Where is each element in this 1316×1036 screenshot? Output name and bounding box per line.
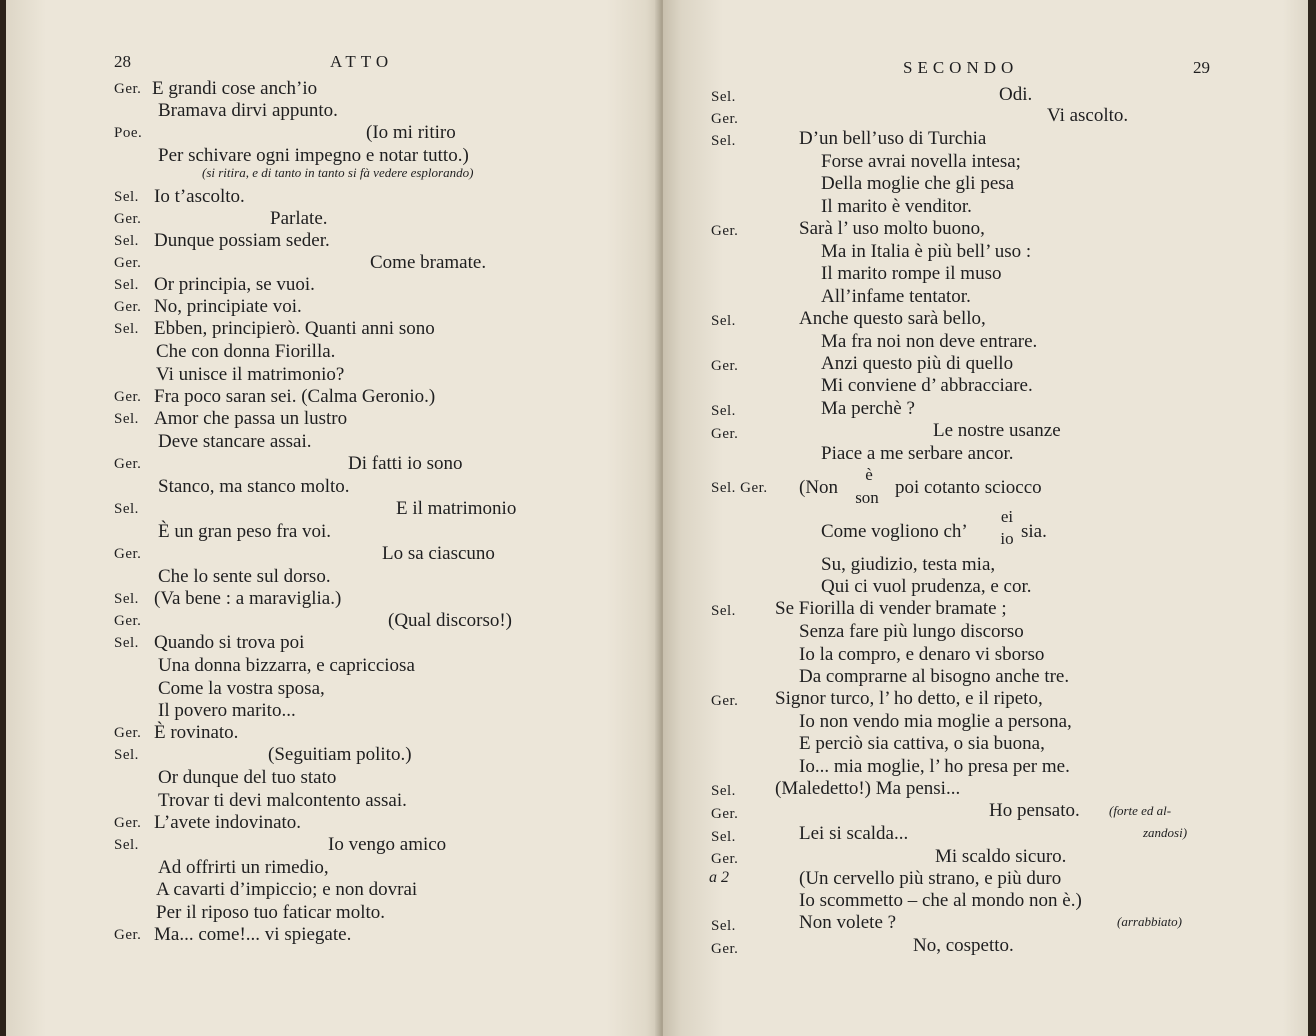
verse-line: È rovinato. xyxy=(154,722,239,743)
verse-line: Come vogliono ch’ xyxy=(821,521,968,542)
verse-line: E perciò sia cattiva, o sia buona, xyxy=(799,733,1045,754)
verse-line: L’avete indovinato. xyxy=(154,812,302,833)
page-number: 28 xyxy=(114,52,131,71)
verse-line: Io scommetto – che al mondo non è.) xyxy=(799,890,1082,911)
verse-line: (Maledetto!) Ma pensi... xyxy=(775,778,961,799)
verse-line: Il marito è venditor. xyxy=(821,196,972,217)
variant-upper: ei xyxy=(1000,507,1014,526)
verse-line: A cavarti d’impiccio; e non dovrai xyxy=(156,879,418,900)
verse-line: È un gran peso fra voi. xyxy=(158,521,332,542)
speaker-label: Ger. xyxy=(711,426,739,442)
verse-line: Non volete ? xyxy=(799,912,897,933)
verse-line: Lo sa ciascuno xyxy=(382,543,495,564)
verse-line: (Qual discorso!) xyxy=(388,610,512,631)
speaker-label: Sel. xyxy=(114,277,139,293)
stage-direction: (si ritira, e di tanto in tanto si fà vedere esplorando) xyxy=(202,165,474,180)
verse-line: poi cotanto sciocco xyxy=(895,477,1042,498)
verse-line: Per il riposo tuo faticar molto. xyxy=(156,902,386,923)
verse-line: sia. xyxy=(1021,521,1047,542)
verse-line: Ma... come!... vi spiegate. xyxy=(154,924,352,945)
speaker-label: Ger. xyxy=(114,927,142,943)
verse-line: Parlate. xyxy=(270,208,328,229)
variant-upper: è xyxy=(865,465,873,484)
verse-line: Or principia, se vuoi. xyxy=(154,274,315,295)
speaker-label: Ger. xyxy=(114,725,142,741)
verse-line: Che lo sente sul dorso. xyxy=(158,566,331,587)
stage-direction: (arrabbiato) xyxy=(1117,914,1182,929)
speaker-label: Ger. xyxy=(711,223,739,239)
verse-line: Come bramate. xyxy=(370,252,487,273)
left-page xyxy=(6,0,663,1036)
speaker-label: Sel. xyxy=(711,783,736,799)
speaker-label: Ger. xyxy=(114,456,142,472)
speaker-label: Ger. xyxy=(114,389,142,405)
verse-line: (Un cervello più strano, e più duro xyxy=(799,868,1062,889)
speaker-label: Sel. xyxy=(711,133,736,149)
speaker-label: Ger. xyxy=(114,211,142,227)
speaker-label: Sel. xyxy=(711,603,736,619)
speaker-label: Ger. xyxy=(114,255,142,271)
verse-line: Le nostre usanze xyxy=(933,420,1061,441)
verse-line: Sarà l’ uso molto buono, xyxy=(799,218,985,239)
right-page xyxy=(663,0,1310,1036)
speaker-label: Sel. xyxy=(114,501,139,517)
speaker-label: Poe. xyxy=(114,125,143,141)
verse-line: Trovar ti devi malcontento assai. xyxy=(158,790,407,811)
variant-lower: son xyxy=(855,488,879,507)
speaker-label: Sel. xyxy=(114,837,139,853)
variant-lower: io xyxy=(1000,529,1014,548)
speaker-label: Sel. xyxy=(114,189,139,205)
verse-line: No, cospetto. xyxy=(913,935,1014,956)
speaker-label: Ger. xyxy=(711,693,739,709)
verse-line: Signor turco, l’ ho detto, e il ripeto, xyxy=(775,688,1043,709)
verse-line: Che con donna Fiorilla. xyxy=(156,341,336,362)
speaker-label: Sel. xyxy=(114,591,139,607)
verse-line: Su, giudizio, testa mia, xyxy=(821,554,996,575)
book-edge-right xyxy=(1308,0,1316,1036)
verse-line: Come la vostra sposa, xyxy=(158,678,325,699)
verse-line: Odi. xyxy=(999,84,1033,105)
speaker-label: Ger. xyxy=(114,81,142,97)
verse-line: Piace a me serbare ancor. xyxy=(821,443,1014,464)
verse-line: Anche questo sarà bello, xyxy=(799,308,986,329)
verse-line: Quando si trova poi xyxy=(154,632,305,653)
verse-line: Mi conviene d’ abbracciare. xyxy=(821,375,1033,396)
page-number: 29 xyxy=(1193,58,1210,77)
speaker-label: a 2 xyxy=(709,869,729,886)
verse-line: Senza fare più lungo discorso xyxy=(799,621,1024,642)
stage-direction: (forte ed al- xyxy=(1109,803,1172,818)
verse-line: Lei si scalda... xyxy=(799,823,909,844)
speaker-label: Sel. xyxy=(711,403,736,419)
verse-line: Il marito rompe il muso xyxy=(821,263,1002,284)
verse-line: Per schivare ogni impegno e notar tutto.) xyxy=(158,145,469,166)
verse-line: Io non vendo mia moglie a persona, xyxy=(799,711,1072,732)
verse-line: Bramava dirvi appunto. xyxy=(158,100,338,121)
speaker-label: Ger. xyxy=(711,358,739,374)
verse-line: Anzi questo più di quello xyxy=(821,353,1014,374)
verse-line: (Io mi ritiro xyxy=(366,122,456,143)
verse-line: Deve stancare assai. xyxy=(158,431,312,452)
speaker-label: Sel. xyxy=(711,313,736,329)
verse-line: (Seguitiam polito.) xyxy=(268,744,412,765)
verse-line: E grandi cose anch’io xyxy=(152,78,318,99)
verse-line: D’un bell’uso di Turchia xyxy=(799,128,987,149)
speaker-label: Ger. xyxy=(114,546,142,562)
speaker-label: Sel. xyxy=(711,918,736,934)
verse-line: Amor che passa un lustro xyxy=(154,408,348,429)
speaker-label: Sel. Ger. xyxy=(711,480,768,496)
speaker-label: Sel. xyxy=(114,635,139,651)
verse-line: Qui ci vuol prudenza, e cor. xyxy=(821,576,1032,597)
verse-line: Vi unisce il matrimonio? xyxy=(156,364,345,385)
speaker-label: Ger. xyxy=(114,613,142,629)
speaker-label: Ger. xyxy=(114,815,142,831)
verse-line: Fra poco saran sei. (Calma Geronio.) xyxy=(154,386,436,407)
speaker-label: Sel. xyxy=(114,321,139,337)
verse-line: (Non xyxy=(799,477,839,498)
verse-line: Io la compro, e denaro vi sborso xyxy=(799,644,1045,665)
verse-line: Ma perchè ? xyxy=(821,398,915,419)
verse-line: Se Fiorilla di vender bramate ; xyxy=(775,598,1007,619)
speaker-label: Ger. xyxy=(711,111,739,127)
verse-line: Vi ascolto. xyxy=(1047,105,1129,126)
running-head: ATTO xyxy=(330,52,394,71)
verse-line: Ad offrirti un rimedio, xyxy=(158,857,329,878)
speaker-label: Sel. xyxy=(711,829,736,845)
speaker-label: Sel. xyxy=(114,747,139,763)
verse-line: Di fatti io sono xyxy=(348,453,463,474)
speaker-label: Sel. xyxy=(114,411,139,427)
speaker-label: Sel. xyxy=(711,89,736,105)
speaker-label: Ger. xyxy=(711,851,739,867)
verse-line: Dunque possiam seder. xyxy=(154,230,330,251)
verse-line: Io t’ascolto. xyxy=(154,186,245,207)
verse-line: (Va bene : a maraviglia.) xyxy=(154,588,342,609)
speaker-label: Ger. xyxy=(711,941,739,957)
verse-line: All’infame tentator. xyxy=(821,286,971,307)
verse-line: Della moglie che gli pesa xyxy=(821,173,1015,194)
verse-line: Mi scaldo sicuro. xyxy=(935,846,1067,867)
verse-line: Io... mia moglie, l’ ho presa per me. xyxy=(799,756,1070,777)
verse-line: Da comprarne al bisogno anche tre. xyxy=(799,666,1070,687)
verse-line: Stanco, ma stanco molto. xyxy=(158,476,350,497)
verse-line: Or dunque del tuo stato xyxy=(158,767,337,788)
verse-line: Io vengo amico xyxy=(328,834,447,855)
verse-line: Ma in Italia è più bell’ uso : xyxy=(821,241,1032,262)
stage-direction: zandosi) xyxy=(1143,825,1188,840)
speaker-label: Ger. xyxy=(114,299,142,315)
verse-line: Ho pensato. xyxy=(989,800,1080,821)
verse-line: No, principiate voi. xyxy=(154,296,302,317)
verse-line: Una donna bizzarra, e capricciosa xyxy=(158,655,415,676)
verse-line: Forse avrai novella intesa; xyxy=(821,151,1021,172)
verse-line: E il matrimonio xyxy=(396,498,517,519)
verse-line: Ebben, principierò. Quanti anni sono xyxy=(154,318,435,339)
verse-line: Il povero marito... xyxy=(158,700,296,721)
running-head: SECONDO xyxy=(903,58,1019,77)
verse-line: Ma fra noi non deve entrare. xyxy=(821,331,1038,352)
speaker-label: Sel. xyxy=(114,233,139,249)
speaker-label: Ger. xyxy=(711,806,739,822)
